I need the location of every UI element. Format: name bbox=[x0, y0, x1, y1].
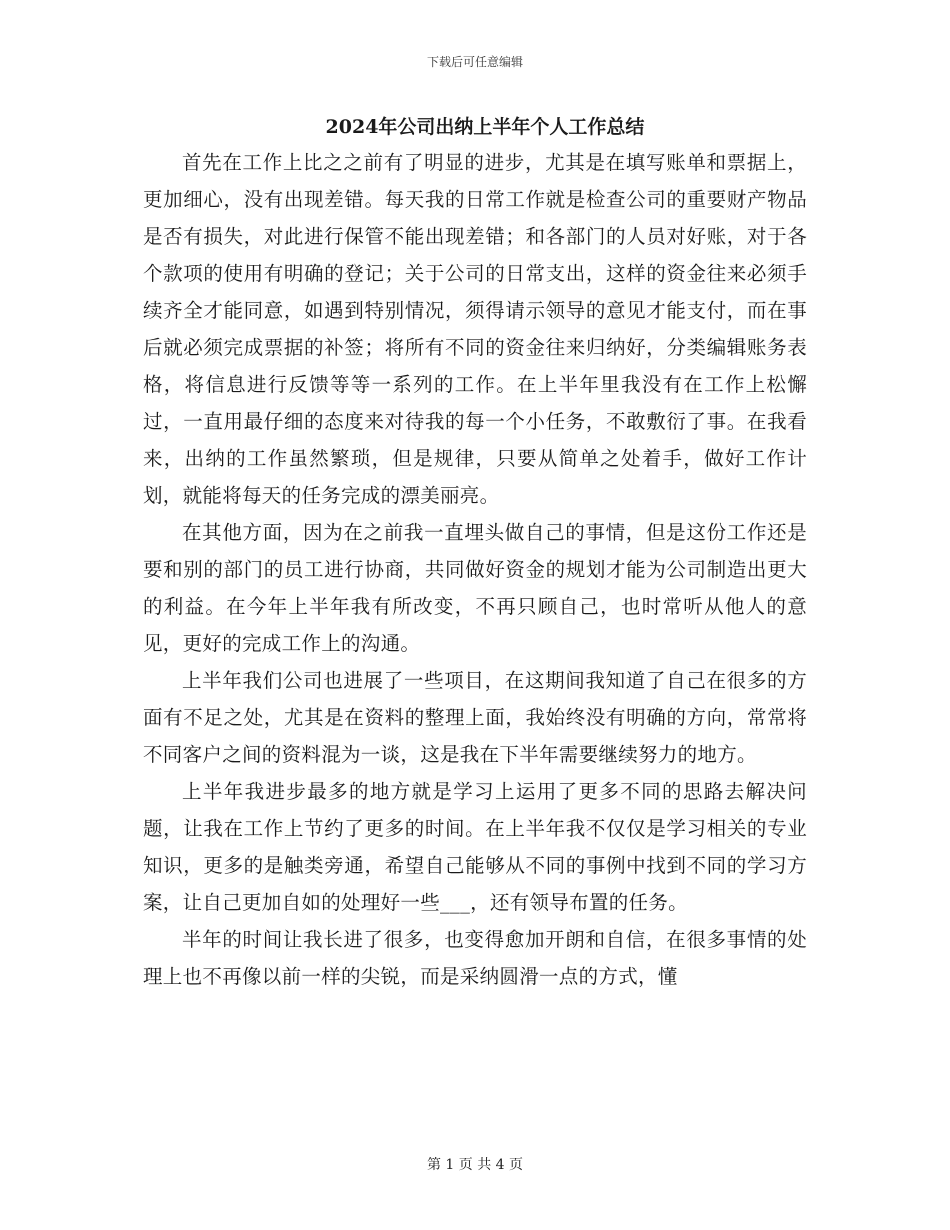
paragraph-4: 上半年我进步最多的地方就是学习上运用了更多不同的思路去解决问题，让我在工作上节约了更多的时间。在上半年我不仅仅是学习相关的专业知识，更多的是触类旁通，希望自己能够从不同的事例中找到不同的学习方案，让自己更加自如的处理好一些___，还有领导布置的任务。 bbox=[143, 780, 807, 914]
paragraph-5: 半年的时间让我长进了很多，也变得愈加开朗和自信，在很多事情的处理上也不再像以前一样的尖锐，而是采纳圆滑一点的方式，懂 bbox=[143, 928, 807, 988]
document-title: 2024年公司出纳上半年个人工作总结 bbox=[325, 116, 645, 138]
paragraph-1: 首先在工作上比之之前有了明显的进步，尤其是在填写账单和票据上，更加细心，没有出现差错。每天我的日常工作就是检查公司的重要财产物品是否有损失，对此进行保管不能出现差错；和各部门的人员对好账，对于各个款项的使用有明确的登记；关于公司的日常支出，这样的资金往来必须手续齐全才能同意，如遇到特别情况，须得请示领导的意见才能支付，而在事后就必须完成票据的补签；将所有不同的资金往来归纳好，分类编辑账务表格，将信息进行反馈等等一系列的工作。在上半年里我没有在工作上松懈过，一直用最仔细的态度来对待我的每一个小任务，不敢敷衍了事。在我看来，出纳的工作虽然繁琐，但是规律，只要从简单之处着手，做好工作计划，就能将每天的任务完成的漂美丽亮。 bbox=[143, 151, 807, 507]
page-header-note: 下载后可任意编辑 bbox=[426, 55, 523, 69]
paragraph-2: 在其他方面，因为在之前我一直埋头做自己的事情，但是这份工作还是要和别的部门的员工进行协商，共同做好资金的规划才能为公司制造出更大的利益。在今年上半年我有所改变，不再只顾自己，也时常听从他人的意见，更好的完成工作上的沟通。 bbox=[143, 521, 807, 655]
document-body bbox=[143, 110, 807, 995]
paragraph-3: 上半年我们公司也进展了一些项目，在这期间我知道了自己在很多的方面有不足之处，尤其是在资料的整理上面，我始终没有明确的方向，常常将不同客户之间的资料混为一谈，这是我在下半年需要继续努力的地方。 bbox=[143, 669, 807, 766]
page-number-footer: 第 1 页 共 4 页 bbox=[426, 1157, 524, 1173]
